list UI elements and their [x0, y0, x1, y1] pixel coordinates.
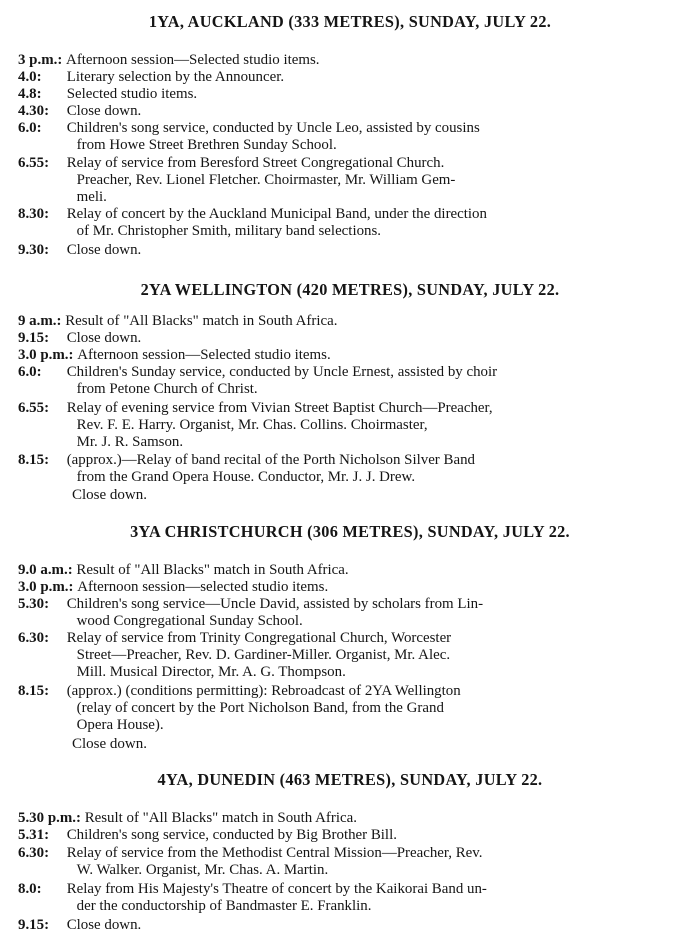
entry-time: 5.30 p.m.:	[18, 810, 81, 826]
entry-time: 3.0 p.m.:	[18, 347, 74, 363]
program-entry	[18, 86, 682, 103]
program-entry	[18, 881, 682, 915]
entry-text: (approx.)—Relay of band recital of the Porth Nicholson Silver Band	[66, 452, 475, 468]
program-entry	[18, 845, 682, 879]
entry-text-continued: (relay of concert by the Port Nicholson Band, from the Grand	[76, 700, 444, 716]
entry-text: Relay of service from the Methodist Central Mission—Preacher, Rev.	[66, 845, 483, 861]
entry-text: Selected studio items.	[66, 86, 198, 102]
program-entry	[18, 579, 682, 596]
entry-time: 8.15:	[18, 452, 50, 468]
program-entry	[18, 69, 682, 86]
entry-text: Afternoon session—Selected studio items.	[66, 52, 320, 68]
section-heading-wellington: 2YA WELLINGTON (420 METRES), SUNDAY, JULY 22.	[140, 280, 560, 299]
entry-time: 3 p.m.:	[18, 52, 63, 68]
entry-text-continued: from Petone Church of Christ.	[76, 381, 258, 397]
program-entry	[18, 400, 682, 451]
entry-text: Result of "All Blacks" match in South Africa.	[65, 313, 338, 329]
entry-text: Children's song service, conducted by Big Brother Bill.	[66, 827, 397, 843]
entry-time: 9 a.m.:	[18, 313, 62, 329]
entry-text-continued: Mr. J. R. Samson.	[76, 434, 184, 450]
entry-time: 8.0:	[18, 881, 42, 897]
entry-text-continued: from Howe Street Brethren Sunday School.	[76, 137, 337, 153]
program-entry	[18, 52, 682, 69]
entry-text-continued: wood Congregational Sunday School.	[76, 613, 303, 629]
entry-time: 4.8:	[18, 86, 42, 102]
program-entry	[18, 810, 682, 827]
entry-text: Afternoon session—Selected studio items.	[77, 347, 331, 363]
program-entry	[18, 917, 682, 934]
program-entry	[18, 155, 682, 206]
section-heading-auckland: 1YA, AUCKLAND (333 METRES), SUNDAY, JULY 22.	[148, 12, 552, 31]
program-entry	[18, 596, 682, 630]
entry-text: Children's song service, conducted by Uncle Leo, assisted by cousins	[66, 120, 480, 136]
entry-text-continued: of Mr. Christopher Smith, military band selections.	[76, 223, 382, 239]
entry-text: (approx.) (conditions permitting): Rebroadcast of 2YA Wellington	[66, 683, 461, 699]
entry-text: Relay of concert by the Auckland Municipal Band, under the direction	[66, 206, 487, 222]
entry-text: Literary selection by the Announcer.	[66, 69, 285, 85]
entry-time: 4.0:	[18, 69, 42, 85]
entry-text-continued: Mill. Musical Director, Mr. A. G. Thompson.	[76, 664, 346, 680]
program-entry	[18, 364, 682, 398]
entry-time: 8.15:	[18, 683, 50, 699]
entry-text: Children's song service—Uncle David, assisted by scholars from Lin-	[66, 596, 484, 612]
entry-time: 6.0:	[18, 120, 42, 136]
entry-text-continued: W. Walker. Organist, Mr. Chas. A. Martin.	[76, 862, 329, 878]
entry-text-continued: der the conductorship of Bandmaster E. Franklin.	[76, 898, 372, 914]
program-entry	[18, 562, 682, 579]
program-entry	[18, 313, 682, 330]
program-entry	[18, 242, 682, 259]
close-down-note: Close down.	[72, 487, 147, 503]
section-heading-christchurch: 3YA CHRISTCHURCH (306 METRES), SUNDAY, JULY 22.	[130, 522, 570, 541]
entry-time: 5.31:	[18, 827, 50, 843]
entry-time: 9.30:	[18, 242, 50, 258]
entry-text-continued: Preacher, Rev. Lionel Fletcher. Choirmaster, Mr. William Gem-	[76, 172, 456, 188]
entry-text: Close down.	[66, 917, 142, 933]
entry-time: 9.15:	[18, 917, 50, 933]
entry-time: 6.55:	[18, 400, 50, 416]
entry-text: Relay of service from Beresford Street Congregational Church.	[66, 155, 445, 171]
entry-time: 6.55:	[18, 155, 50, 171]
program-entry	[18, 120, 682, 154]
program-entry	[18, 683, 682, 734]
entry-time: 4.30:	[18, 103, 50, 119]
close-down-note: Close down.	[72, 736, 147, 752]
entry-text-continued: Opera House).	[76, 717, 164, 733]
entry-text: Relay of service from Trinity Congregational Church, Worcester	[66, 630, 452, 646]
entry-text: Result of "All Blacks" match in South Africa.	[76, 562, 349, 578]
entry-text: Close down.	[66, 103, 142, 119]
program-entry	[18, 103, 682, 120]
program-entry	[18, 452, 682, 486]
entry-text: Relay of evening service from Vivian Street Baptist Church—Preacher,	[66, 400, 493, 416]
entry-text: Afternoon session—selected studio items.	[77, 579, 329, 595]
entry-text: Result of "All Blacks" match in South Africa.	[84, 810, 357, 826]
program-entry	[18, 330, 682, 347]
entry-text: Close down.	[66, 330, 142, 346]
entry-text: Close down.	[66, 242, 142, 258]
section-heading-dunedin: 4YA, DUNEDIN (463 METRES), SUNDAY, JULY 22.	[157, 770, 543, 789]
entry-text-continued: Street—Preacher, Rev. D. Gardiner-Miller. Organist, Mr. Alec.	[76, 647, 451, 663]
entry-time: 8.30:	[18, 206, 50, 222]
entry-time: 6.30:	[18, 845, 50, 861]
entry-time: 6.30:	[18, 630, 50, 646]
entry-time: 9.0 a.m.:	[18, 562, 73, 578]
entry-text: Relay from His Majesty's Theatre of concert by the Kaikorai Band un-	[66, 881, 487, 897]
entry-time: 3.0 p.m.:	[18, 579, 74, 595]
entry-time: 9.15:	[18, 330, 50, 346]
entry-text-continued: Rev. F. E. Harry. Organist, Mr. Chas. Collins. Choirmaster,	[76, 417, 428, 433]
entry-text: Children's Sunday service, conducted by Uncle Ernest, assisted by choir	[66, 364, 498, 380]
entry-text-continued: meli.	[76, 189, 107, 205]
entry-time: 6.0:	[18, 364, 42, 380]
program-entry	[18, 827, 682, 844]
entry-text-continued: from the Grand Opera House. Conductor, Mr. J. J. Drew.	[76, 469, 416, 485]
program-entry	[18, 347, 682, 364]
program-entry	[18, 630, 682, 681]
entry-time: 5.30:	[18, 596, 50, 612]
program-entry	[18, 206, 682, 240]
